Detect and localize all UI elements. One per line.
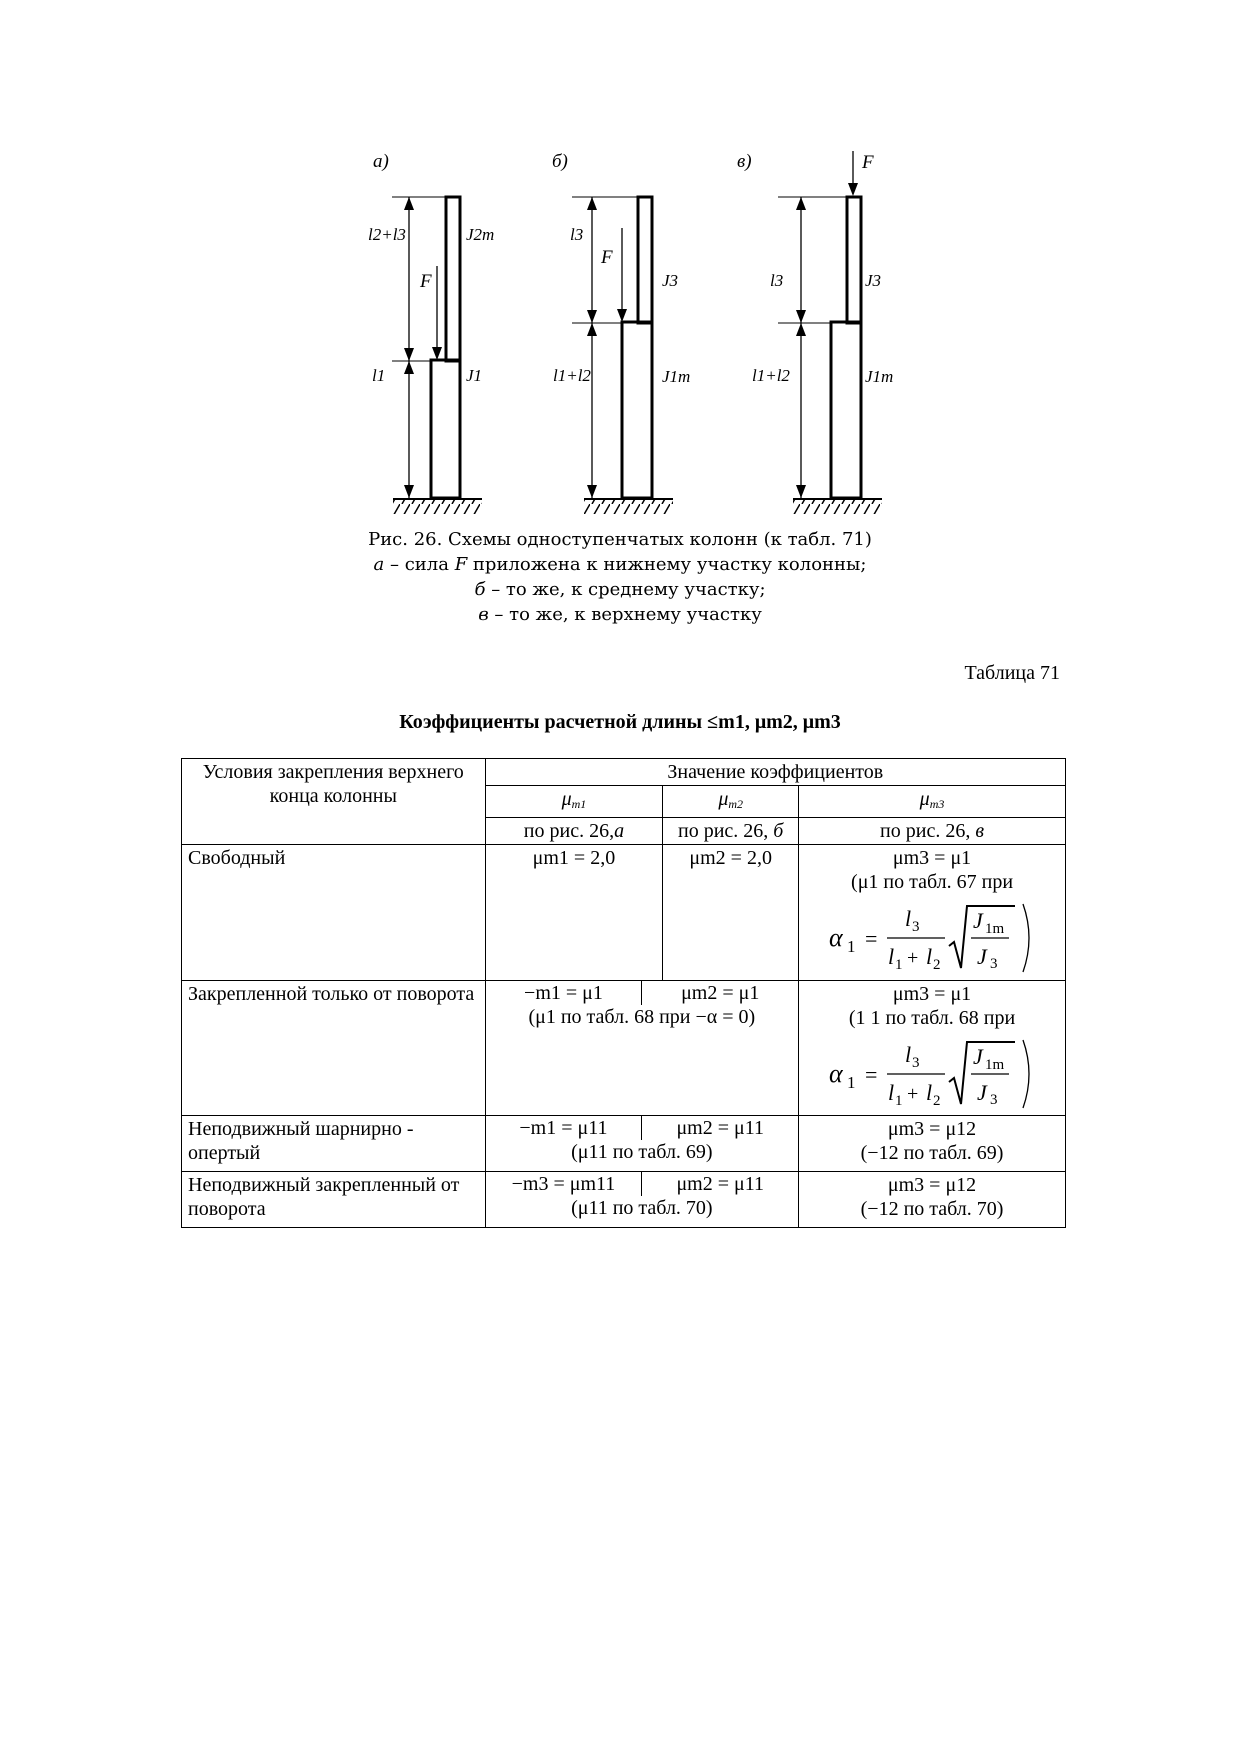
formula2-den-plus: + [907,1083,919,1105]
formula1-root-num: J [973,908,983,933]
formula2-den-b-sub: 2 [933,1093,941,1109]
panel-c [737,151,893,514]
caption-line-2 [0,552,1240,577]
row2-c12 [485,981,798,1116]
row2-c3 [799,981,1066,1116]
panel-a-top-inertia: J2m [466,225,495,244]
row4-c12 [485,1172,798,1228]
col3-mu: μ [919,788,930,810]
row4-c12-note: (μ11 по табл. 70) [571,1197,713,1219]
alpha-formula-1 [827,902,1037,974]
formula1-root-num-sub: 1m [985,921,1005,937]
caption-line-4 [0,602,1240,627]
row1-c3-line2: (μ1 по табл. 67 при [851,871,1014,893]
col1-mu: μ [561,788,572,810]
row4-c3-line1: μm3 = μ12 [887,1174,977,1196]
row2-c12-split [486,981,798,1005]
col1-ref-tag: а [614,820,625,842]
formula1-root-den: J [977,944,987,969]
column-schemes-figure [0,0,1240,520]
col3-ref-text: по рис. 26, [880,820,971,842]
formula1-num: l [905,906,912,931]
caption-line-3 [0,577,1240,602]
header-col3-ref [799,818,1066,845]
table-row [182,981,1066,1116]
panel-b-bottom-length: l1+l2 [553,366,591,385]
row3-c2: μm2 = μ11 [676,1117,764,1139]
formula2-root-den: J [977,1080,987,1105]
formula1-den-b-sub: 2 [933,957,941,973]
panel-b-tag: б) [552,151,568,172]
formula2-den-b: l [926,1080,933,1105]
formula2-root-num: J [973,1044,983,1069]
formula2-eq: = [865,1062,878,1087]
header-col2-ref [663,818,799,845]
alpha-formula-2 [827,1038,1037,1110]
panel-c-tag: в) [737,151,752,172]
panel-c-top-length: l3 [770,271,784,290]
row3-c3 [799,1116,1066,1172]
col1-ref-text: по рис. 26, [523,820,615,842]
coefficients-table [181,758,1066,1228]
table-row [182,845,1066,981]
row1-c1: μm1 = 2,0 [485,845,663,981]
row2-c3-line1: μm3 = μ1 [892,983,972,1005]
header-col3-symbol [799,786,1066,818]
row1-c2: μm2 = 2,0 [663,845,799,981]
formula1-lhs: α [829,923,843,952]
caption-tag-b: б [474,579,486,600]
row1-condition: Свободный [182,845,486,981]
caption-force: F [454,554,468,575]
formula1-den-a: l [888,944,895,969]
col2-mu: μ [718,788,729,810]
panel-c-top-inertia: J3 [865,271,882,290]
panel-a-tag: а) [373,151,389,172]
panel-b-top-inertia: J3 [662,271,679,290]
row2-c1: −m1 = μ1 [486,981,643,1005]
formula1-num-sub: 3 [912,919,920,935]
row4-c2: μm2 = μ11 [676,1173,764,1195]
caption-line-2-b: приложена к нижнему участку колонны; [467,554,867,575]
formula2-num: l [905,1042,912,1067]
caption-tag-a: а [373,554,385,575]
formula2-num-sub: 3 [912,1055,920,1071]
formula2-den-a-sub: 1 [895,1093,903,1109]
panel-c-bottom-length: l1+l2 [752,366,790,385]
header-values: Значение коэффициентов [485,759,1065,786]
header-conditions: Условия закрепления верхнего конца колонны [182,759,486,845]
row3-c1: −m1 = μ11 [486,1116,643,1140]
caption-line-3-text: – то же, к среднему участку; [485,579,766,600]
caption-tag-c: в [478,604,489,625]
row2-c2: μm2 = μ1 [681,982,760,1004]
formula1-den-b: l [926,944,933,969]
row3-c12 [485,1116,798,1172]
row3-c12-note: (μ11 по табл. 69) [571,1141,713,1163]
row4-c3-line2: (−12 по табл. 70) [860,1198,1004,1220]
col2-ref-text: по рис. 26, [678,820,769,842]
row2-condition: Закрепленной только от поворота [182,981,486,1116]
table-number: Таблица 71 [964,662,1060,684]
row3-c3-line2: (−12 по табл. 69) [860,1142,1004,1164]
col3-ref-tag: в [975,820,985,842]
row4-c3 [799,1172,1066,1228]
panel-a-bottom-length: l1 [372,366,386,385]
formula2-root-num-sub: 1m [985,1057,1005,1073]
row3-c12-split [486,1116,798,1140]
panel-b-top-length: l3 [570,225,584,244]
panel-b-force: F [601,247,613,268]
caption-line-1: Рис. 26. Схемы одноступенчатых колонн (к табл. 71) [368,529,872,550]
col2-sub: m2 [728,797,744,811]
row3-condition: Неподвижный шарнирно - опертый [182,1116,486,1172]
table-row [182,1172,1066,1228]
header-col1-symbol [485,786,663,818]
formula1-lhs-sub: 1 [847,937,856,956]
table-title: Коэффициенты расчетной длины ≤m1, μm2, μm3 [399,711,841,733]
formula2-den-a: l [888,1080,895,1105]
row3-c3-line1: μm3 = μ12 [887,1118,977,1140]
panel-c-bottom-inertia: J1m [865,367,894,386]
table-header-row-1 [182,759,1066,786]
header-col2-symbol [663,786,799,818]
panel-b-bottom-inertia: J1m [662,367,691,386]
panel-a-force: F [420,271,432,292]
panel-a-top-length: l2+l3 [368,225,406,244]
formula1-den-a-sub: 1 [895,957,903,973]
formula2-lhs: α [829,1059,843,1088]
row1-c3-line1: μm3 = μ1 [892,847,972,869]
row2-c3-line2: (1 1 по табл. 68 при [848,1007,1016,1029]
formula1-root-den-sub: 3 [990,956,998,972]
row1-c3 [799,845,1066,981]
formula1-eq: = [865,926,878,951]
formula2-root-den-sub: 3 [990,1092,998,1108]
formula1-den-plus: + [907,947,919,969]
row4-condition: Неподвижный закрепленный от поворота [182,1172,486,1228]
col2-ref-tag: б [773,820,784,842]
figure-caption [0,527,1240,627]
caption-line-4-text: – то же, к верхнему участку [488,604,762,625]
header-col1-ref [485,818,663,845]
panel-a-bottom-inertia: J1 [466,366,483,385]
formula2-lhs-sub: 1 [847,1073,856,1092]
col3-sub: m3 [929,797,945,811]
col1-sub: m1 [571,797,587,811]
table-row [182,1116,1066,1172]
panel-b [552,151,690,514]
row4-c12-split [486,1172,798,1196]
caption-line-2-a: – сила [384,554,455,575]
row4-c1: −m3 = μm11 [486,1172,643,1196]
panel-a [368,151,494,514]
row2-c12-note: (μ1 по табл. 68 при −α = 0) [528,1006,756,1028]
panel-c-force: F [862,152,874,173]
